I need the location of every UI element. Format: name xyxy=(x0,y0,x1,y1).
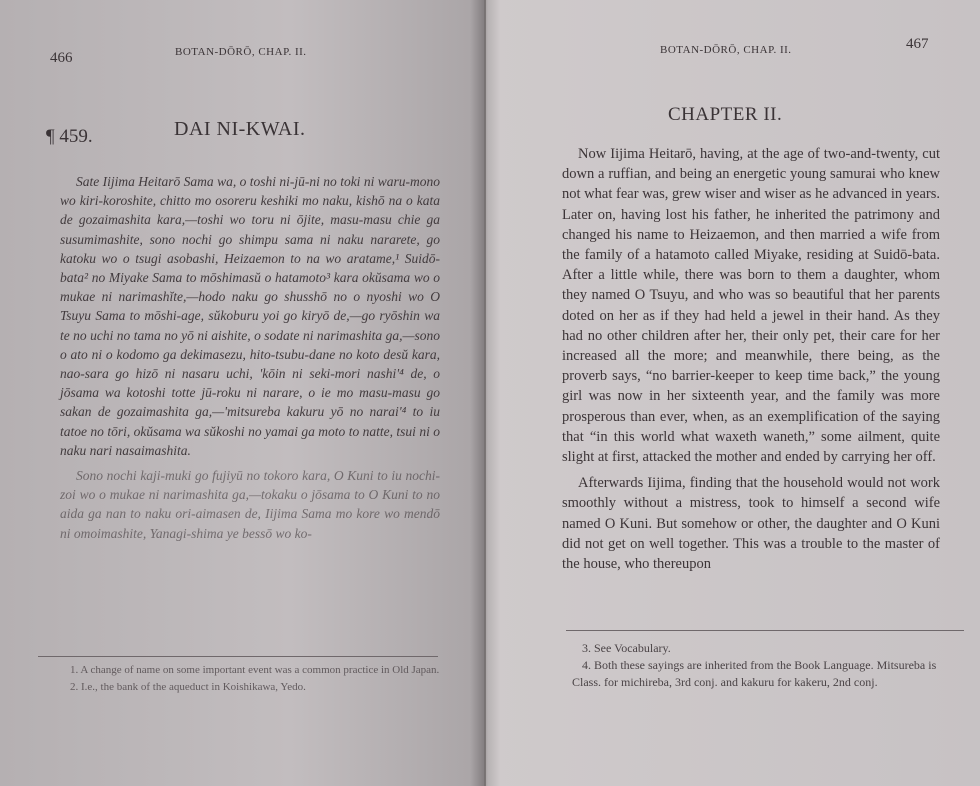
english-paragraph: Afterwards Iijima, finding that the household would not work smoothly without a mistress, took to himself a second wife named O Kuni. But somehow or other, the daughter and O Kuni did not get on well together. This was a trouble to the master of the house, who thereupon xyxy=(562,475,940,573)
footnote-rule-left xyxy=(38,656,438,657)
running-head-left: BOTAN-DŌRŌ, CHAP. II. xyxy=(175,46,307,58)
footnote: 4. Both these sayings are inherited from the Book Language. Mitsureba is Class. for michireba, 3rd conj. and kakuru for kakeru, 2nd conj. xyxy=(572,658,937,689)
footnote-rule-right xyxy=(566,630,964,631)
english-text-body xyxy=(562,144,940,574)
chapter-title-japanese: DAI NI-KWAI. xyxy=(174,118,306,140)
page-number-right: 467 xyxy=(906,36,929,52)
japanese-paragraph: Sono nochi kaji-muki go fujiyū no tokoro kara, O Kuni to iu nochi-zoi wo o mukae ni narimashita ga,—tokaku o jōsama to O Kuni to no aida ga nan to naku ori-aimasen de, Iijima Sama mo kore wo mendō ni omoimashite, Yanagi-shima ye bessō wo ko- xyxy=(60,468,440,541)
japanese-paragraph: Sate Iijima Heitarō Sama wa, o toshi ni-jū-ni no toki ni waru-mono wo kiri-koroshite, chitto mo osoreru keshiki mo naku, kishō na o kata de gozaimashita kara,—toshi wo toru ni ōjite, masu-masu chie ga susumimashite, sono nochi go shimpu sama ni naku nararete, go katoku wo o tsugi asobashi, Heizaemon to na wo aratame,¹ Suidō-bata² no Miyake Sama to mōshimasŭ o hatamoto³ kara okŭsama wo o mukae ni narimashĭte,—hodo naku go shusshō no o nyoshi wo O Tsuyu Sama to mōshi-age, sŭkoburu yoi go kiryō de,—go ryōshin wa te no uchi no tama no yō ni aishite, o sodate ni narimashita ga,—sono o ato ni o kodomo ga dekimasezu, hito-tsubu-dane no koto desŭ kara, nao-sara go hizō ni nasaru uchi, 'kōin ni seki-mori nashi'⁴ de, o jōsama wa kotoshi totte jū-roku ni narare, o ie mo masu-masu go sakan de gozaimashita ga,—'mitsureba kakuru yō no narai'⁴ to iu tatoe no tōri, okŭsama wa sŭkoshi no yamai ga moto to natte, tsui ni o naku nari nasaimashita. xyxy=(60,174,440,458)
page-number-left: 466 xyxy=(50,50,73,66)
footnote: 2. I.e., the bank of the aqueduct in Koishikawa, Yedo. xyxy=(70,681,306,693)
chapter-title-english: CHAPTER II. xyxy=(668,104,783,125)
footnotes-left xyxy=(60,662,440,696)
footnote: 1. A change of name on some important event was a common practice in Old Japan. xyxy=(70,664,440,676)
english-paragraph: Now Iijima Heitarō, having, at the age of two-and-twenty, cut down a ruffian, and being an energetic young samurai who knew not what fear was, grew wiser and wiser as he advanced in years. Later on, having lost his father, he inherited the patrimony and changed his name to Heizaemon, and then married a wife from the family of a hatamoto called Miyake, residing at Suidō-bata. After a little while, there was born to them a daughter, whom they named O Tsuyu, and who was so beautiful that her parents doted on her as if they had held a jewel in their hand. As they had no other children after her, their only pet, their care for her increased all the more; and meanwhile, there being, as the proverb says, “no barrier-keeper to keep time back,” the young girl was now in her sixteenth year, and the family was more prosperous than ever, when, as an exemplification of the saying that “in this world what waxeth waneth,” some ailment, quite slight at first, attacked the mother and ended by carrying her off. xyxy=(562,146,940,466)
section-number: ¶ 459. xyxy=(46,126,93,147)
running-head-right: BOTAN-DŌRŌ, CHAP. II. xyxy=(660,44,792,56)
left-page xyxy=(0,0,484,786)
japanese-text-body xyxy=(60,172,440,543)
footnote: 3. See Vocabulary. xyxy=(582,641,671,655)
footnotes-right xyxy=(572,640,952,691)
